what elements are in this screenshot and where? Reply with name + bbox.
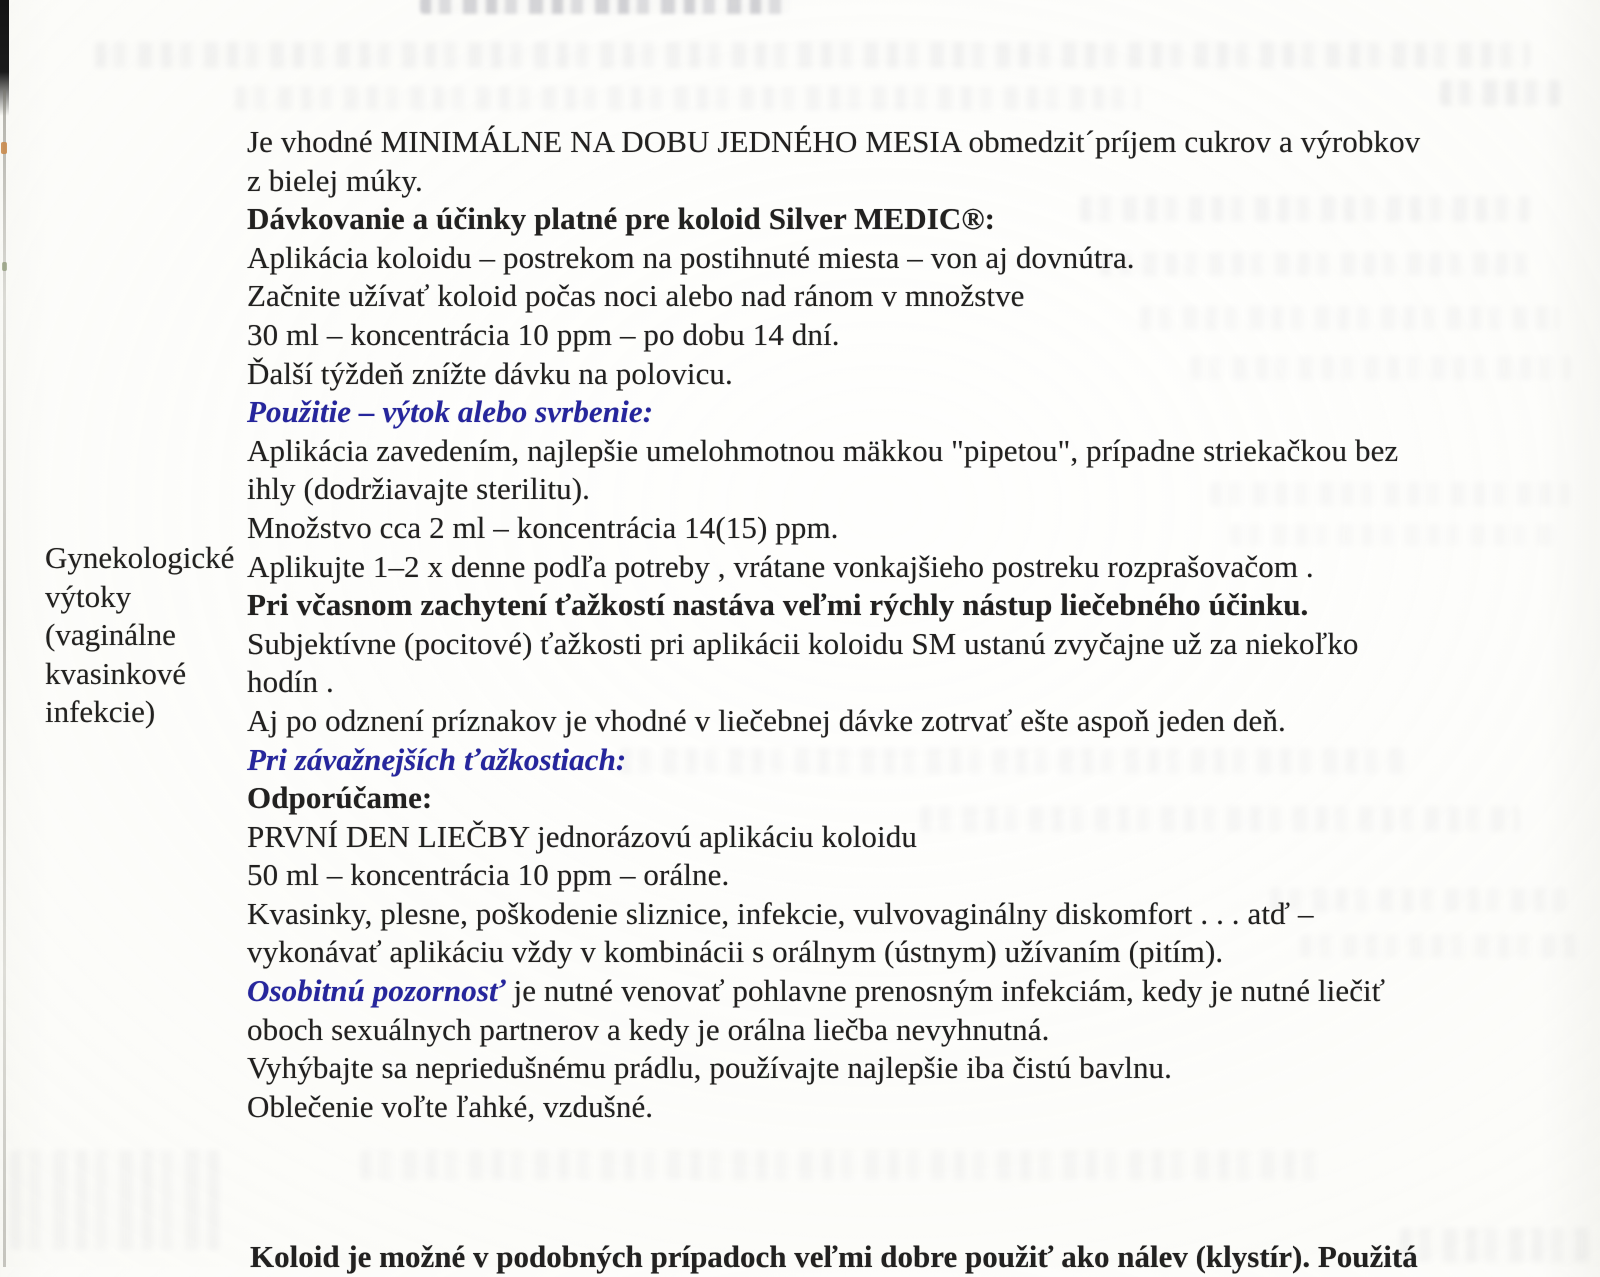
text-line: oboch sexuálnych partnerov a kedy je orálna liečba nevyhnutná. — [247, 1011, 1050, 1047]
margin-label-line: infekcie) — [45, 694, 156, 730]
text-line: vykonávať aplikáciu vždy v kombinácii s orálnym (ústnym) užívaním (pitím). — [247, 934, 1224, 970]
text-line: Množstvo cca 2 ml – koncentrácia 14(15) ppm. — [247, 509, 839, 545]
text-line: 50 ml – koncentrácia 10 ppm – orálne. — [247, 857, 730, 893]
bleed-through-smudge — [10, 1150, 220, 1250]
text-line: Aplikácia koloidu – postrekom na postihnuté miesta – von aj dovnútra. — [247, 239, 1135, 275]
text-line: PRVNÍ DEN LIEČBY jednorázovú aplikáciu koloidu — [247, 818, 917, 854]
margin-label-line: kvasinkové — [45, 655, 187, 691]
text-line: Subjektívne (pocitové) ťažkosti pri aplikácii koloidu SM ustanú zvyčajne už za niekoľko — [247, 625, 1359, 661]
section-heading-dosage: Dávkovanie a účinky platné pre koloid Silver MEDIC®: — [247, 201, 996, 237]
text-line: Aj po odznení príznakov je vhodné v liečebnej dávke zotrvať ešte aspoň jeden deň. — [247, 702, 1286, 738]
text-line: Je vhodné MINIMÁLNE NA DOBU JEDNÉHO MESIA obmedzit´príjem cukrov a výrobkov — [247, 124, 1421, 159]
bleed-through-smudge — [420, 0, 790, 14]
bottom-cutoff-text-line: Koloid je možné v podobných prípadoch veľmi dobre použiť ako nálev (klystír). Použitá — [250, 1239, 1418, 1274]
margin-label-line: výtoky — [45, 578, 132, 614]
text-segment: je nutné venovať pohlavne prenosným infekciám, kedy je nutné liečiť — [505, 973, 1386, 1009]
emphasis-line: Pri včasnom zachytení ťažkostí nastáva veľmi rýchly nástup liečebného účinku. — [247, 587, 1309, 623]
text-line: Aplikácia zavedením, najlepšie umelohmotnou mäkkou "pipetou", prípadne striekačkou bez — [247, 432, 1399, 468]
section-heading-severe-cases: Pri závažnejších ťažkostiach: — [247, 741, 627, 777]
recommendation-heading: Odporúčame: — [247, 780, 433, 816]
text-line-mixed — [247, 972, 1597, 1011]
scan-speck — [1, 142, 7, 154]
margin-topic-label — [45, 539, 234, 732]
text-line: Aplikujte 1–2 x denne podľa potreby , vrátane vonkajšieho postreku rozprašovačom . — [247, 548, 1314, 584]
bleed-through-smudge — [1440, 80, 1560, 106]
bleed-through-smudge — [235, 86, 1140, 110]
section-heading-usage: Použitie – výtok alebo svrbenie: — [247, 394, 654, 430]
inline-heading-special-attention: Osobitnú pozornosť — [247, 973, 506, 1009]
margin-label-line: (vaginálne — [45, 617, 176, 653]
text-line: ihly (dodržiavajte sterilitu). — [247, 471, 591, 507]
text-line: 30 ml – koncentrácia 10 ppm – po dobu 14 dní. — [247, 316, 840, 352]
text-line: Vyhýbajte sa nepriedušnému prádlu, používajte najlepšie iba čistú bavlnu. — [247, 1050, 1172, 1086]
text-line: Oblečenie voľte ľahké, vzdušné. — [247, 1088, 654, 1124]
text-line: Začnite užívať koloid počas noci alebo nad ránom v množstve — [247, 278, 1025, 314]
bleed-through-smudge — [95, 42, 1530, 68]
text-line: Ďalší týždeň znížte dávku na polovicu. — [247, 355, 733, 391]
text-line: z bielej múky. — [247, 162, 423, 198]
bleed-through-smudge — [360, 1150, 1320, 1180]
margin-label-line: Gynekologické — [45, 540, 235, 575]
text-line: hodín . — [247, 664, 334, 700]
bleed-through-smudge — [1400, 1228, 1590, 1262]
text-line: Kvasinky, plesne, poškodenie sliznice, infekcie, vulvovaginálny diskomfort . . . atď – — [247, 895, 1314, 931]
scan-speck — [2, 262, 7, 271]
document-body-text — [247, 123, 1597, 1126]
